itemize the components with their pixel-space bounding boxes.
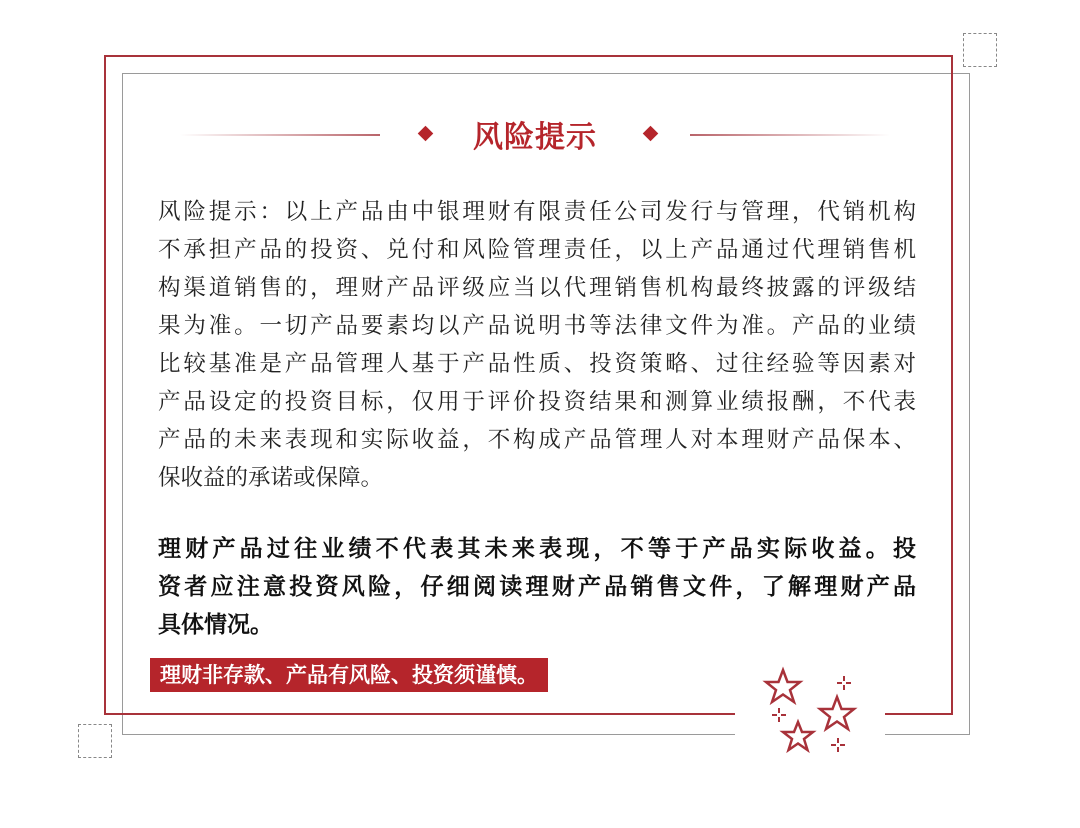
body-line: 不承担产品的投资、兑付和风险管理责任，以上产品通过代理销售机 [158, 237, 916, 263]
body-line: 构渠道销售的，理财产品评级应当以代理销售机构最终披露的评级结 [158, 275, 916, 301]
bold-warning-line: 资者应注意投资风险，仔细阅读理财产品销售文件，了解理财产品 [158, 574, 916, 600]
star-icon [820, 697, 854, 729]
body-line: 比较基准是产品管理人基于产品性质、投资策略、过往经验等因素对 [158, 351, 916, 377]
corner-dashed-box-top-right [963, 33, 997, 67]
page-title: 风险提示 [473, 120, 597, 155]
star-icon [783, 722, 813, 750]
bold-warning-line: 理财产品过往业绩不代表其未来表现，不等于产品实际收益。投 [158, 536, 916, 562]
stars-decoration-icon [762, 662, 872, 762]
body-line: 产品的未来表现和实际收益，不构成产品管理人对本理财产品保本、 [158, 427, 916, 453]
sparkle-icon [772, 708, 786, 722]
bold-warning-line: 具体情况。 [158, 612, 273, 638]
title-rule-right [690, 134, 890, 136]
title-row [180, 112, 890, 158]
risk-banner: 理财非存款、产品有风险、投资须谨慎。 [150, 658, 548, 692]
body-line: 保收益的承诺或保障。 [158, 465, 384, 491]
sparkle-icon [831, 738, 845, 752]
corner-dashed-box-bottom-left [78, 724, 112, 758]
star-icon [766, 670, 800, 702]
sparkle-icon [837, 676, 851, 690]
body-line: 风险提示：以上产品由中银理财有限责任公司发行与管理，代销机构 [158, 199, 916, 225]
body-line: 果为准。一切产品要素均以产品说明书等法律文件为准。产品的业绩 [158, 313, 916, 339]
body-line: 产品设定的投资目标，仅用于评价投资结果和测算业绩报酬，不代表 [158, 389, 916, 415]
